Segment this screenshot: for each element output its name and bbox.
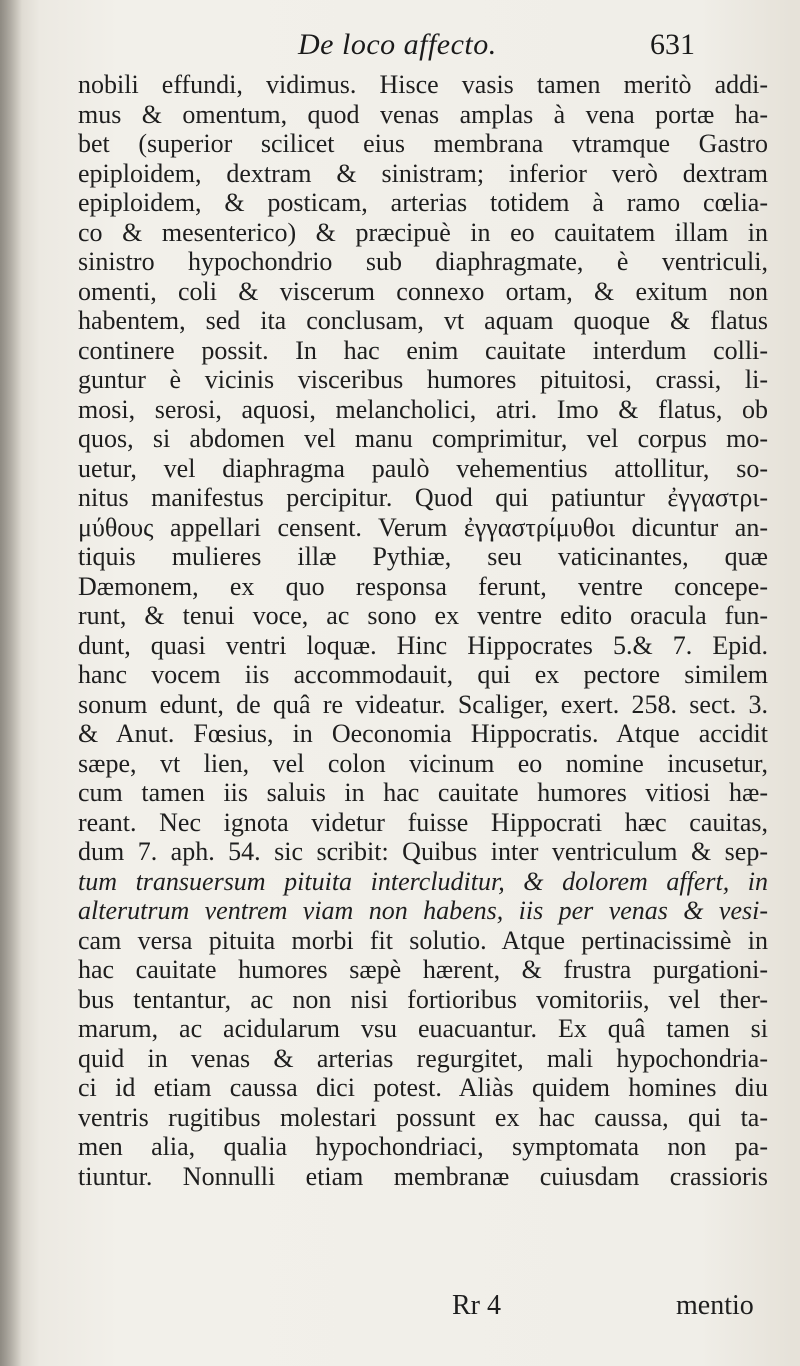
text-line: tiuntur. Nonnulli etiam membranæ cuiusdam crassioris	[78, 1161, 768, 1191]
text-line: sinistro hypochondrio sub diaphragmate, è ventriculi,	[78, 247, 768, 276]
footer-line	[0, 1290, 800, 1330]
text-line: quos, si abdomen vel manu comprimitur, vel corpus mo-	[78, 424, 768, 453]
text-line: Dæmonem, ex quo responsa ferunt, ventre concepe-	[78, 571, 768, 601]
catchword: mentio	[676, 1290, 754, 1321]
text-line: bus tentantur, ac non nisi fortioribus vomitoriis, vel ther-	[78, 984, 768, 1014]
text-line: cam versa pituita morbi fit solutio. Atque pertinacissimè in	[78, 925, 768, 955]
text-line: nitus manifestus percipitur. Quod qui patiuntur ἐγγαστρι-	[78, 483, 768, 512]
text-line: uetur, vel diaphragma paulò vehementius attollitur, so-	[78, 453, 768, 483]
text-line: hanc vocem iis accommodauit, qui ex pectore similem	[78, 660, 768, 689]
page-number: 631	[650, 28, 695, 61]
text-line: continere possit. In hac enim cauitate interdum colli-	[78, 335, 768, 365]
text-line: sonum edunt, de quâ re videatur. Scaliger, exert. 258. sect. 3.	[78, 689, 768, 719]
text-line: marum, ac acidularum vsu euacuantur. Ex quâ tamen si	[78, 1014, 768, 1043]
text-line: omenti, coli & viscerum connexo ortam, & exitum non	[78, 276, 768, 306]
gutter-shadow	[0, 0, 22, 1366]
text-line: ventris rugitibus molestari possunt ex hac caussa, qui ta-	[78, 1102, 768, 1132]
text-line: mosi, serosi, aquosi, melancholici, atri. Imo & flatus, ob	[78, 394, 768, 424]
text-line: tiquis mulieres illæ Pythiæ, seu vaticinantes, quæ	[78, 542, 768, 571]
text-line: sæpe, vt lien, vel colon vicinum eo nomine incusetur,	[78, 748, 768, 778]
text-line: alterutrum ventrem viam non habens, iis per venas & vesi-	[78, 896, 768, 925]
text-line: epiploidem, dextram & sinistram; inferior verò dextram	[78, 158, 768, 188]
text-line: hac cauitate humores sæpè hærent, & frustra purgationi-	[78, 955, 768, 984]
text-line: cum tamen iis saluis in hac cauitate humores vitiosi hæ-	[78, 778, 768, 807]
running-head	[0, 28, 800, 72]
body-text	[78, 70, 768, 1191]
text-line: tum transuersum pituita intercluditur, & dolorem affert, in	[78, 866, 768, 896]
text-line: mus & omentum, quod venas amplas à vena portæ ha-	[78, 99, 768, 129]
text-line: dum 7. aph. 54. sic scribit: Quibus inter ventriculum & sep-	[78, 837, 768, 866]
text-line: co & mesenterico) & præcipuè in eo cauitatem illam in	[78, 217, 768, 247]
text-line: & Anut. Fœsius, in Oeconomia Hippocratis. Atque accidit	[78, 719, 768, 748]
text-line: bet (superior scilicet eius membrana vtramque Gastro	[78, 129, 768, 158]
text-line: epiploidem, & posticam, arterias totidem à ramo cœlia-	[78, 188, 768, 217]
text-line: men alia, qualia hypochondriaci, symptomata non pa-	[78, 1132, 768, 1161]
text-line: runt, & tenui voce, ac sono ex ventre edito oracula fun-	[78, 601, 768, 630]
text-line: μύθους appellari censent. Verum ἐγγαστρίμυθοι dicuntur an-	[78, 512, 768, 542]
text-line: ci id etiam caussa dici potest. Aliàs quidem homines diu	[78, 1073, 768, 1102]
text-line: quid in venas & arterias regurgitet, mali hypochondria-	[78, 1043, 768, 1073]
text-line: guntur è vicinis visceribus humores pituitosi, crassi, li-	[78, 365, 768, 394]
signature-mark: Rr 4	[452, 1290, 501, 1321]
text-line: habentem, sed ita conclusam, vt aquam quoque & flatus	[78, 306, 768, 335]
running-title: De loco affecto.	[298, 28, 497, 61]
text-line: nobili effundi, vidimus. Hisce vasis tamen meritò addi-	[78, 70, 768, 99]
text-line: reant. Nec ignota videtur fuisse Hippocrati hæc cauitas,	[78, 807, 768, 837]
text-line: dunt, quasi ventri loquæ. Hinc Hippocrates 5.& 7. Epid.	[78, 630, 768, 660]
